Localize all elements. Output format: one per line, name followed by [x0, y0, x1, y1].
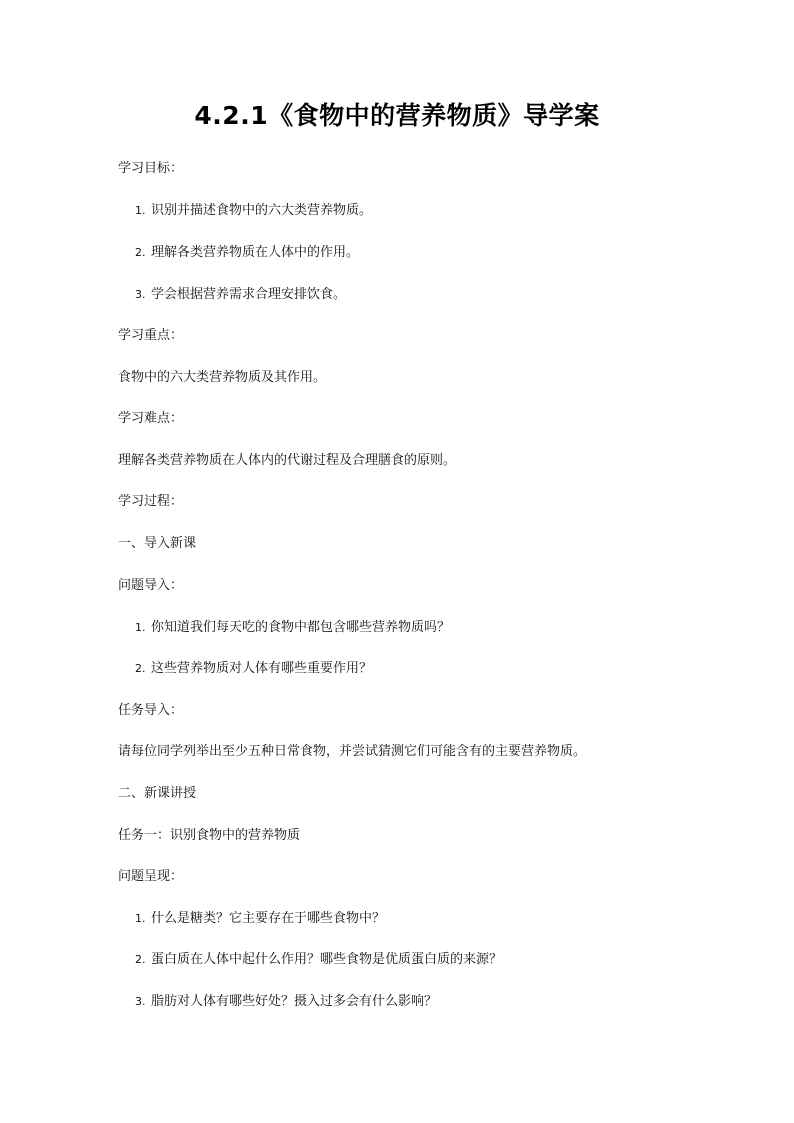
task-heading: 任务导入： [118, 703, 184, 718]
list-number: 1. [135, 621, 146, 634]
list-text: 识别并描述食物中的六大类营养物质。 [151, 203, 373, 218]
difficulty-text: 理解各类营养物质在人体内的代谢过程及合理膳食的原则。 [118, 453, 457, 468]
list-number: 2. [135, 662, 146, 675]
difficulty-heading: 学习难点： [118, 411, 184, 426]
list-number: 1. [135, 912, 146, 925]
key-point-heading: 学习重点： [118, 328, 184, 343]
problem-item [135, 993, 437, 1011]
problem-item [135, 951, 502, 969]
objective-item [135, 202, 372, 220]
list-text: 理解各类营养物质在人体中的作用。 [151, 245, 360, 260]
list-number: 3. [135, 288, 146, 301]
objectives-heading: 学习目标： [118, 161, 184, 176]
section1-heading: 一、导入新课 [118, 536, 197, 551]
section2-heading: 二、新课讲授 [118, 786, 197, 801]
list-text: 这些营养物质对人体有哪些重要作用？ [151, 661, 373, 676]
key-point-text: 食物中的六大类营养物质及其作用。 [118, 370, 327, 385]
question-item [135, 619, 450, 637]
list-text: 蛋白质在人体中起什么作用？哪些食物是优质蛋白质的来源？ [151, 952, 503, 967]
question-item [135, 660, 372, 678]
objective-item [135, 244, 359, 262]
problem-item [135, 910, 385, 928]
list-number: 2. [135, 953, 146, 966]
list-text: 什么是糖类？它主要存在于哪些食物中？ [151, 911, 386, 926]
list-number: 2. [135, 246, 146, 259]
list-number: 3. [135, 995, 146, 1008]
list-text: 你知道我们每天吃的食物中都包含哪些营养物质吗？ [151, 620, 451, 635]
task1-heading: 任务一：识别食物中的营养物质 [118, 828, 301, 843]
objective-item [135, 286, 346, 304]
question-heading: 问题导入： [118, 578, 184, 593]
process-heading: 学习过程： [118, 494, 184, 509]
problem-heading: 问题呈现： [118, 869, 184, 884]
task-text: 请每位同学列举出至少五种日常食物，并尝试猜测它们可能含有的主要营养物质。 [118, 744, 587, 759]
list-text: 脂肪对人体有哪些好处？摄入过多会有什么影响？ [151, 994, 438, 1009]
document-title: 4.2.1《食物中的营养物质》导学案 [194, 101, 600, 130]
list-number: 1. [135, 204, 146, 217]
list-text: 学会根据营养需求合理安排饮食。 [151, 287, 347, 302]
